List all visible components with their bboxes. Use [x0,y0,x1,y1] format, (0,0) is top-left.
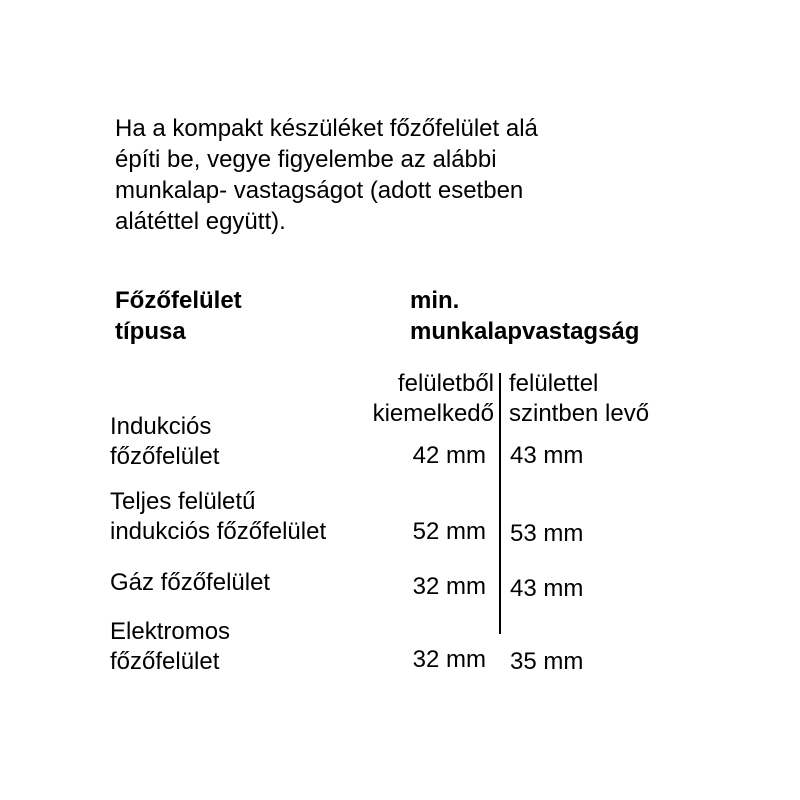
header-cooktop-type [115,285,242,347]
value-flush: 53 mm [510,520,584,547]
row-label-induction [110,412,219,472]
row-label-line: főzőfelület [110,648,220,675]
column-header-line: felülettel [509,370,599,397]
value-flush: 43 mm [510,442,584,469]
value-flush: 35 mm [510,648,584,675]
intro-paragraph [115,113,635,237]
value-flush: 43 mm [510,575,584,602]
value-protruding: 32 mm [412,573,486,600]
column-header-line: felületből [397,370,494,397]
row-label-line: Teljes felületű [110,488,256,515]
intro-line: építi be, vegye figyelembe az alábbi [115,146,497,173]
row-label-line: Gáz főzőfelület [110,569,271,596]
row-label-full-surface-induction [110,487,326,547]
header-line: típusa [115,318,186,345]
header-line: munkalapvastagság [410,318,640,345]
value-protruding: 42 mm [412,442,486,469]
value-protruding: 52 mm [412,518,486,545]
header-line: min. [410,287,460,314]
value-protruding: 32 mm [412,646,486,673]
row-label-gas [110,568,270,598]
column-header-flush [509,369,649,429]
intro-line: Ha a kompakt készüléket főzőfelület alá [115,115,538,142]
intro-line: alátéttel együtt). [115,208,286,235]
column-header-line: kiemelkedő [372,400,494,427]
header-min-thickness [410,285,639,347]
row-label-line: Indukciós [110,413,212,440]
header-line: Főzőfelület [115,287,242,314]
row-label-electric [110,617,230,677]
row-label-line: indukciós főzőfelület [110,518,327,545]
intro-line: munkalap- vastagságot (adott esetben [115,177,524,204]
row-label-line: főzőfelület [110,443,220,470]
column-divider [499,373,501,634]
column-header-line: szintben levő [509,400,650,427]
column-header-protruding [373,369,494,429]
row-label-line: Elektromos [110,618,231,645]
